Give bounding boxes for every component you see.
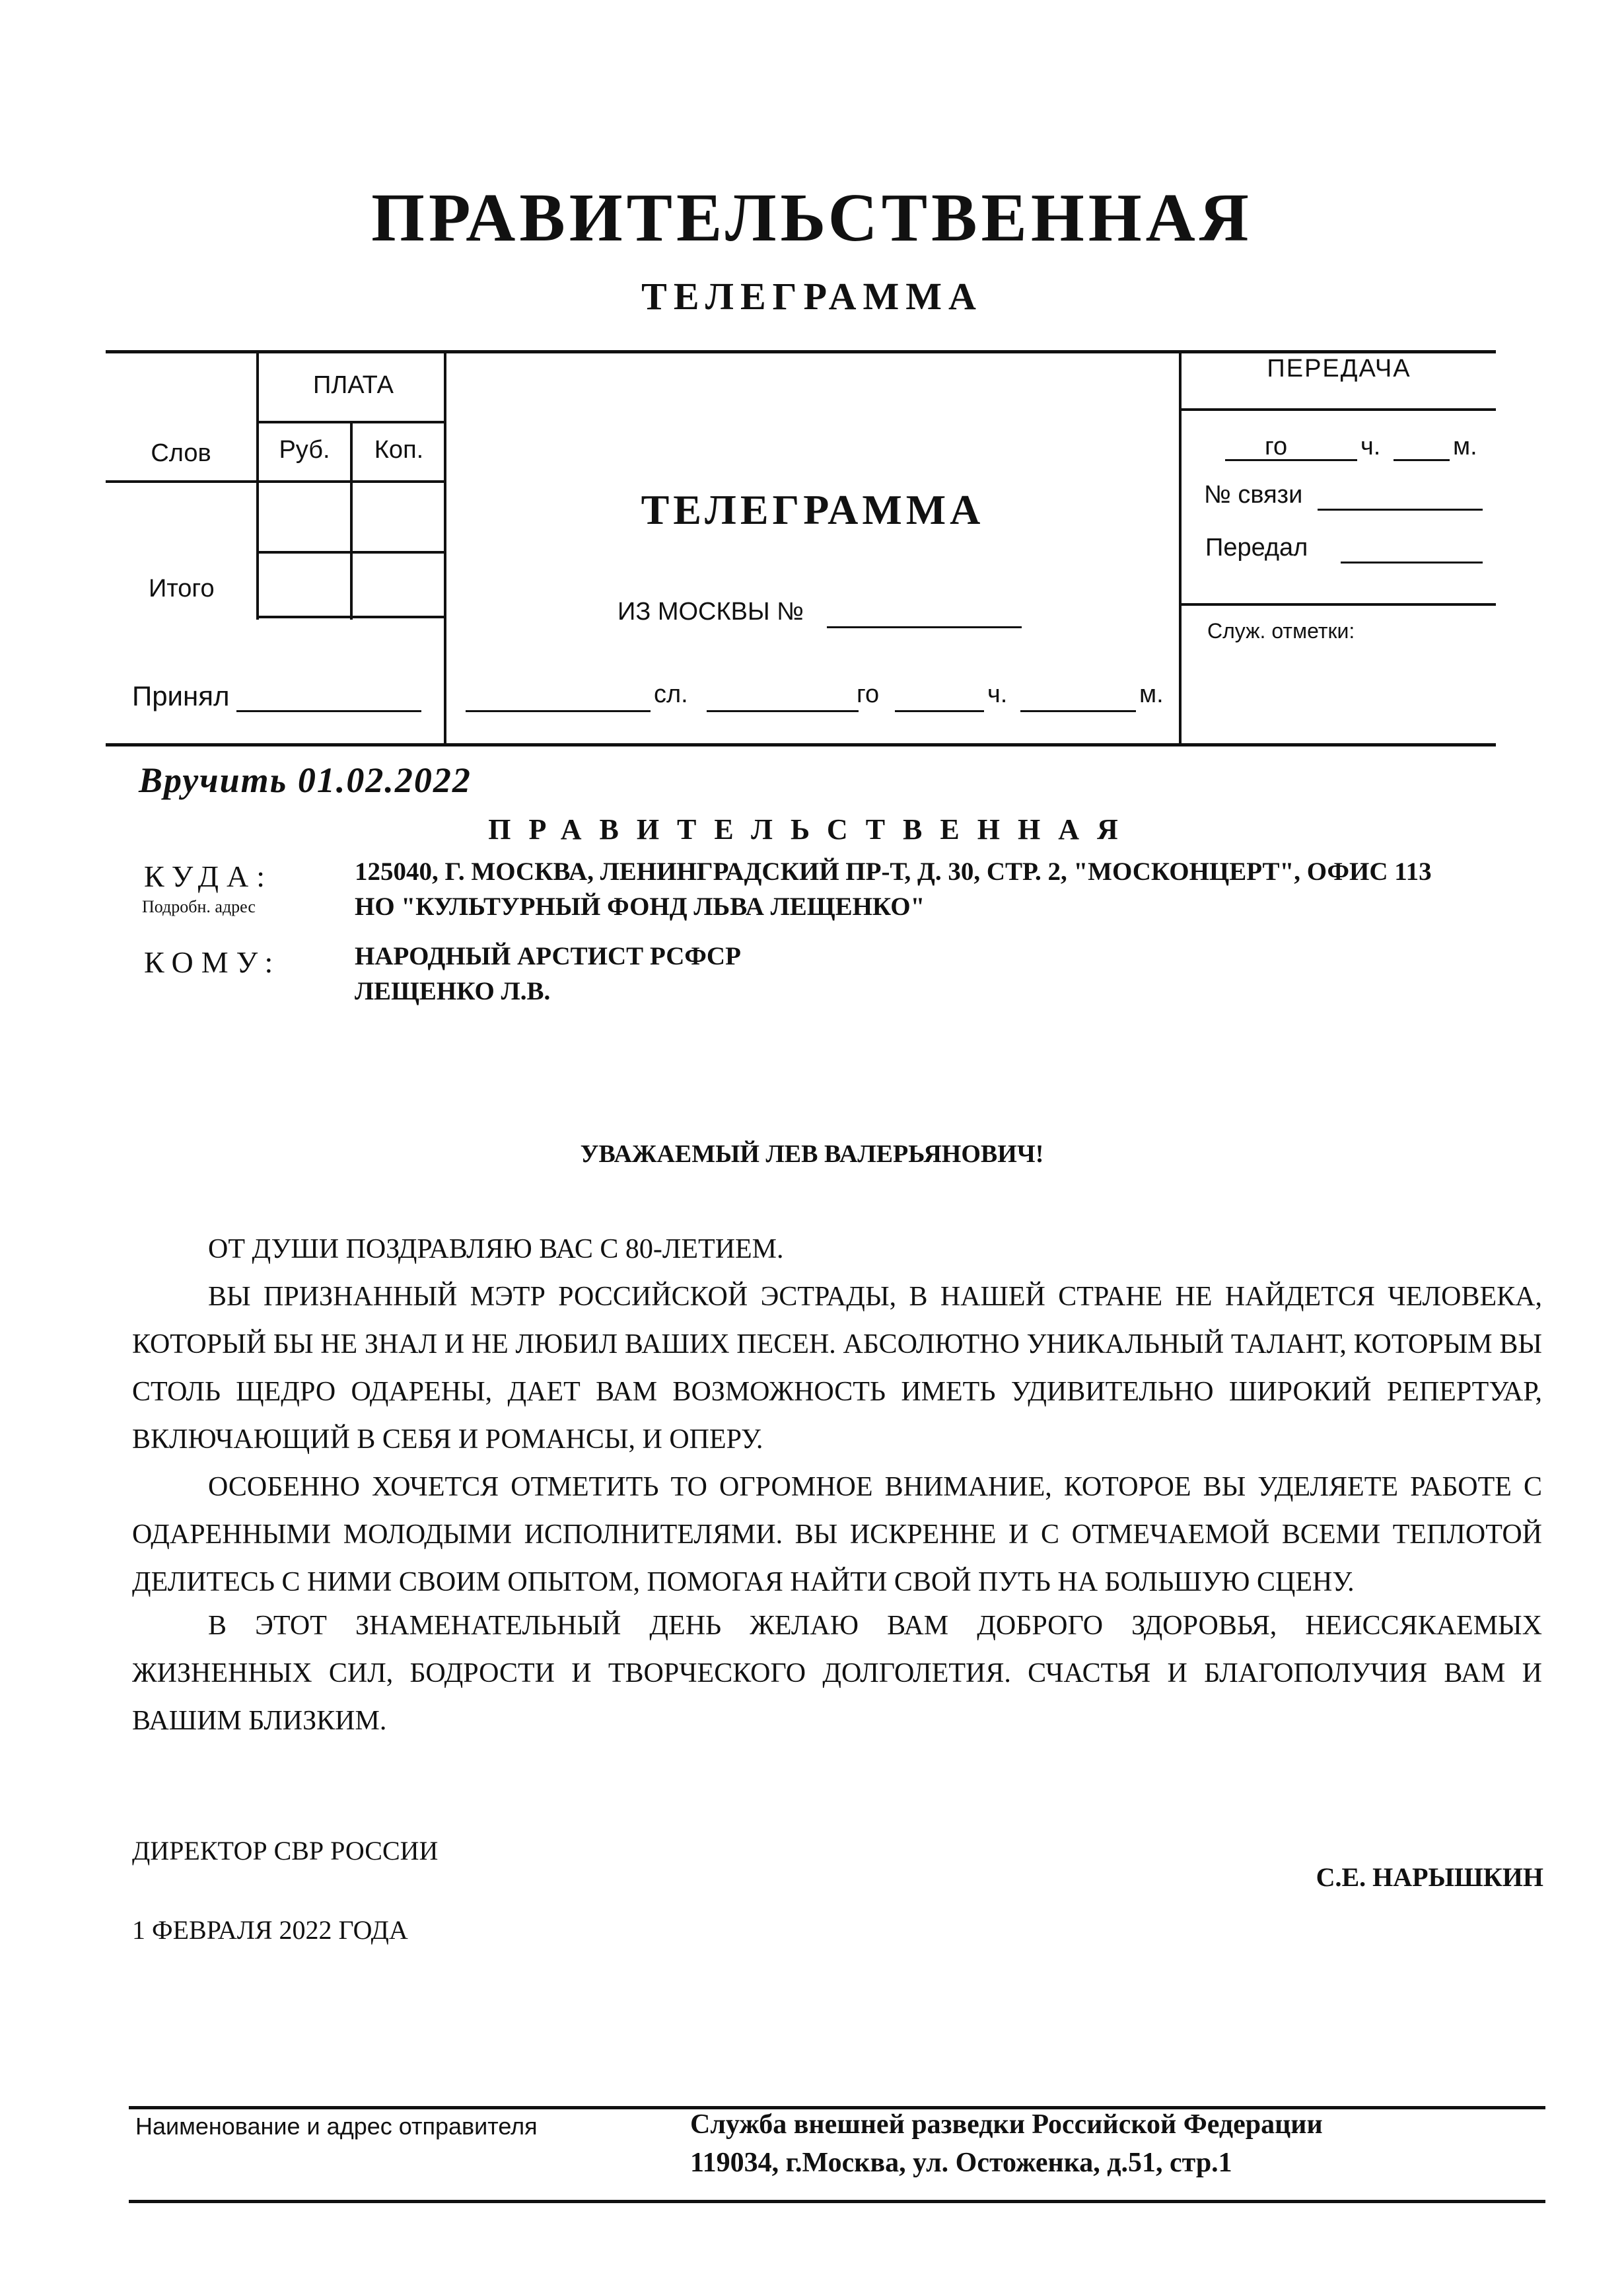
- total-label: Итого: [149, 575, 215, 602]
- sl-label: сл.: [654, 680, 688, 708]
- recipient-line-1: НАРОДНЫЙ АРСТИСТ РСФСР: [355, 942, 741, 970]
- kop-label: Коп.: [374, 436, 424, 464]
- ch-label: ч.: [987, 680, 1008, 708]
- link-label: № связи: [1204, 481, 1303, 509]
- from-moscow-label: ИЗ МОСКВЫ №: [618, 598, 804, 626]
- payment-label: ПЛАТА: [313, 371, 394, 399]
- signer-name: С.Е. НАРЫШКИН: [1316, 1862, 1543, 1892]
- sender-organization: Служба внешней разведки Российской Федерации: [690, 2109, 1323, 2140]
- transfer-m-label: м.: [1453, 433, 1477, 460]
- document-subtitle: ТЕЛЕГРАММА: [641, 275, 983, 318]
- words-label: Слов: [151, 439, 211, 467]
- recipient-line-2: ЛЕЩЕНКО Л.В.: [355, 977, 551, 1005]
- letter-paragraph-1: ОТ ДУШИ ПОЗДРАВЛЯЮ ВАС С 80-ЛЕТИЕМ.: [208, 1234, 784, 1264]
- service-notes-label: Служ. отметки:: [1207, 619, 1355, 643]
- signer-position: ДИРЕКТОР СВР РОССИИ: [132, 1836, 439, 1866]
- transfer-go-label: го: [1265, 433, 1288, 460]
- delivery-date: Вручить 01.02.2022: [139, 760, 472, 800]
- whom-label: КОМУ:: [144, 945, 281, 979]
- telegram-category: ПРАВИТЕЛЬСТВЕННАЯ: [488, 813, 1136, 846]
- letter-paragraph-4: В ЭТОТ ЗНАМЕНАТЕЛЬНЫЙ ДЕНЬ ЖЕЛАЮ ВАМ ДОБРОГО ЗДОРОВЬЯ, НЕИССЯКАЕМЫХ ЖИЗНЕННЫХ СИЛ, БОДРОСТИ И ТВОРЧЕСКОГО ДОЛГОЛЕТИЯ. СЧАСТЬЯ И БЛАГОПОЛУЧИЯ ВАМ И ВАШИМ БЛИЗКИМ.: [132, 1611, 1542, 1736]
- sender-label: Наименование и адрес отправителя: [135, 2113, 538, 2140]
- salutation: УВАЖАЕМЫЙ ЛЕВ ВАЛЕРЬЯНОВИЧ!: [580, 1140, 1044, 1168]
- to-label: КУДА:: [144, 859, 273, 893]
- letter-paragraph-3: ОСОБЕННО ХОЧЕТСЯ ОТМЕТИТЬ ТО ОГРОМНОЕ ВНИМАНИЕ, КОТОРОЕ ВЫ УДЕЛЯЕТЕ РАБОТЕ С ОДАРЕННЫМИ МОЛОДЫМИ ИСПОЛНИТЕЛЯМИ. ВЫ ИСКРЕННЕ И С ОТМЕЧАЕМОЙ ВСЕМИ ТЕПЛОТОЙ ДЕЛИТЕСЬ С НИМИ СВОИМ ОПЫТОМ, ПОМОГАЯ НАЙТИ СВОЙ ПУТЬ НА БОЛЬШУЮ СЦЕНУ.: [132, 1472, 1542, 1597]
- go-label: го: [857, 680, 880, 708]
- detail-address-label: Подробн. адрес: [142, 897, 256, 916]
- rub-label: Руб.: [279, 436, 330, 464]
- sent-label: Передал: [1205, 534, 1308, 562]
- m-label: м.: [1139, 680, 1164, 708]
- transfer-label: ПЕРЕДАЧА: [1267, 355, 1411, 382]
- letter-paragraph-2: ВЫ ПРИЗНАННЫЙ МЭТР РОССИЙСКОЙ ЭСТРАДЫ, В НАШЕЙ СТРАНЕ НЕ НАЙДЕТСЯ ЧЕЛОВЕКА, КОТОРЫЙ БЫ НЕ ЗНАЛ И НЕ ЛЮБИЛ ВАШИХ ПЕСЕН. АБСОЛЮТНО УНИКАЛЬНЫЙ ТАЛАНТ, КОТОРЫМ ВЫ СТОЛЬ ЩЕДРО ОДАРЕНЫ, ДАЕТ ВАМ ВОЗМОЖНОСТЬ ИМЕТЬ УДИВИТЕЛЬНО ШИРОКИЙ РЕПЕРТУАР, ВКЛЮЧАЮЩИЙ В СЕБЯ И РОМАНСЫ, И ОПЕРУ.: [132, 1282, 1542, 1455]
- transfer-ch-label: ч.: [1360, 433, 1381, 460]
- sender-address: 119034, г.Москва, ул. Остоженка, д.51, стр.1: [690, 2148, 1232, 2178]
- center-title: ТЕЛЕГРАММА: [641, 486, 985, 533]
- address-line-2: НО "КУЛЬТУРНЫЙ ФОНД ЛЬВА ЛЕЩЕНКО": [355, 892, 925, 921]
- received-label: Принял: [132, 680, 230, 711]
- document-title: ПРАВИТЕЛЬСТВЕННАЯ: [371, 180, 1253, 256]
- address-line-1: 125040, Г. МОСКВА, ЛЕНИНГРАДСКИЙ ПР-Т, Д. 30, СТР. 2, "МОСКОНЦЕРТ", ОФИС 113: [355, 857, 1432, 886]
- letter-date: 1 ФЕВРАЛЯ 2022 ГОДА: [132, 1915, 408, 1945]
